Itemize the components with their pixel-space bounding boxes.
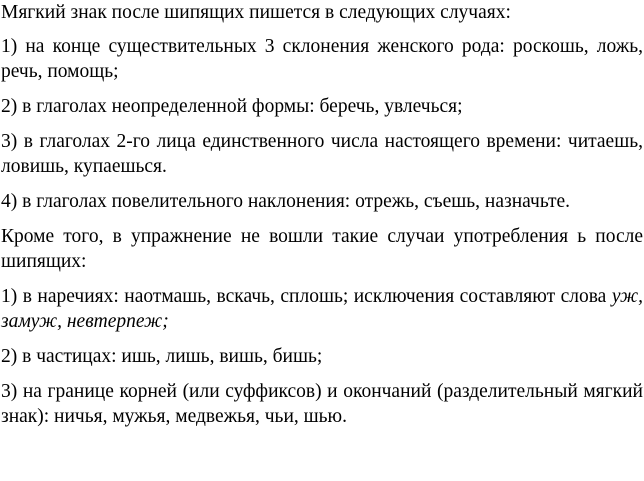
rule-item-4: 4) в глаголах повелительного наклонения: отрежь, съешь, назначьте. — [1, 191, 571, 212]
document-body — [1, 0, 643, 429]
besides-paragraph: Кроме того, в упражнение не вошли такие случаи употребления ь после шипящих: — [1, 226, 643, 272]
extra-item-3: 3) на границе корней (или суффиксов) и окончаний (разделительный мягкий знак): ничья, мужья, медвежья, чьи, шью. — [1, 381, 643, 427]
extra-item-1-text: 1) в наречиях: наотмашь, вскачь, сплошь; исключения составляют слова — [1, 286, 612, 307]
extra-item-1 — [1, 284, 643, 334]
rule-item-2: 2) в глаголах неопределенной формы: беречь, увлечься; — [1, 96, 463, 117]
extra-item-1-exceptions: уж, замуж, невтерпеж; — [1, 286, 643, 332]
extra-item-2: 2) в частицах: ишь, лишь, вишь, бишь; — [1, 346, 323, 367]
intro-paragraph: Мягкий знак после шипящих пишется в следующих случаях: — [1, 2, 511, 23]
rule-item-3: 3) в глаголах 2-го лица единственного числа настоящего времени: читаешь, ловишь, купаешься. — [1, 131, 643, 177]
rule-item-1: 1) на конце существительных 3 склонения женского рода: роскошь, ложь, речь, помощь; — [1, 36, 643, 82]
